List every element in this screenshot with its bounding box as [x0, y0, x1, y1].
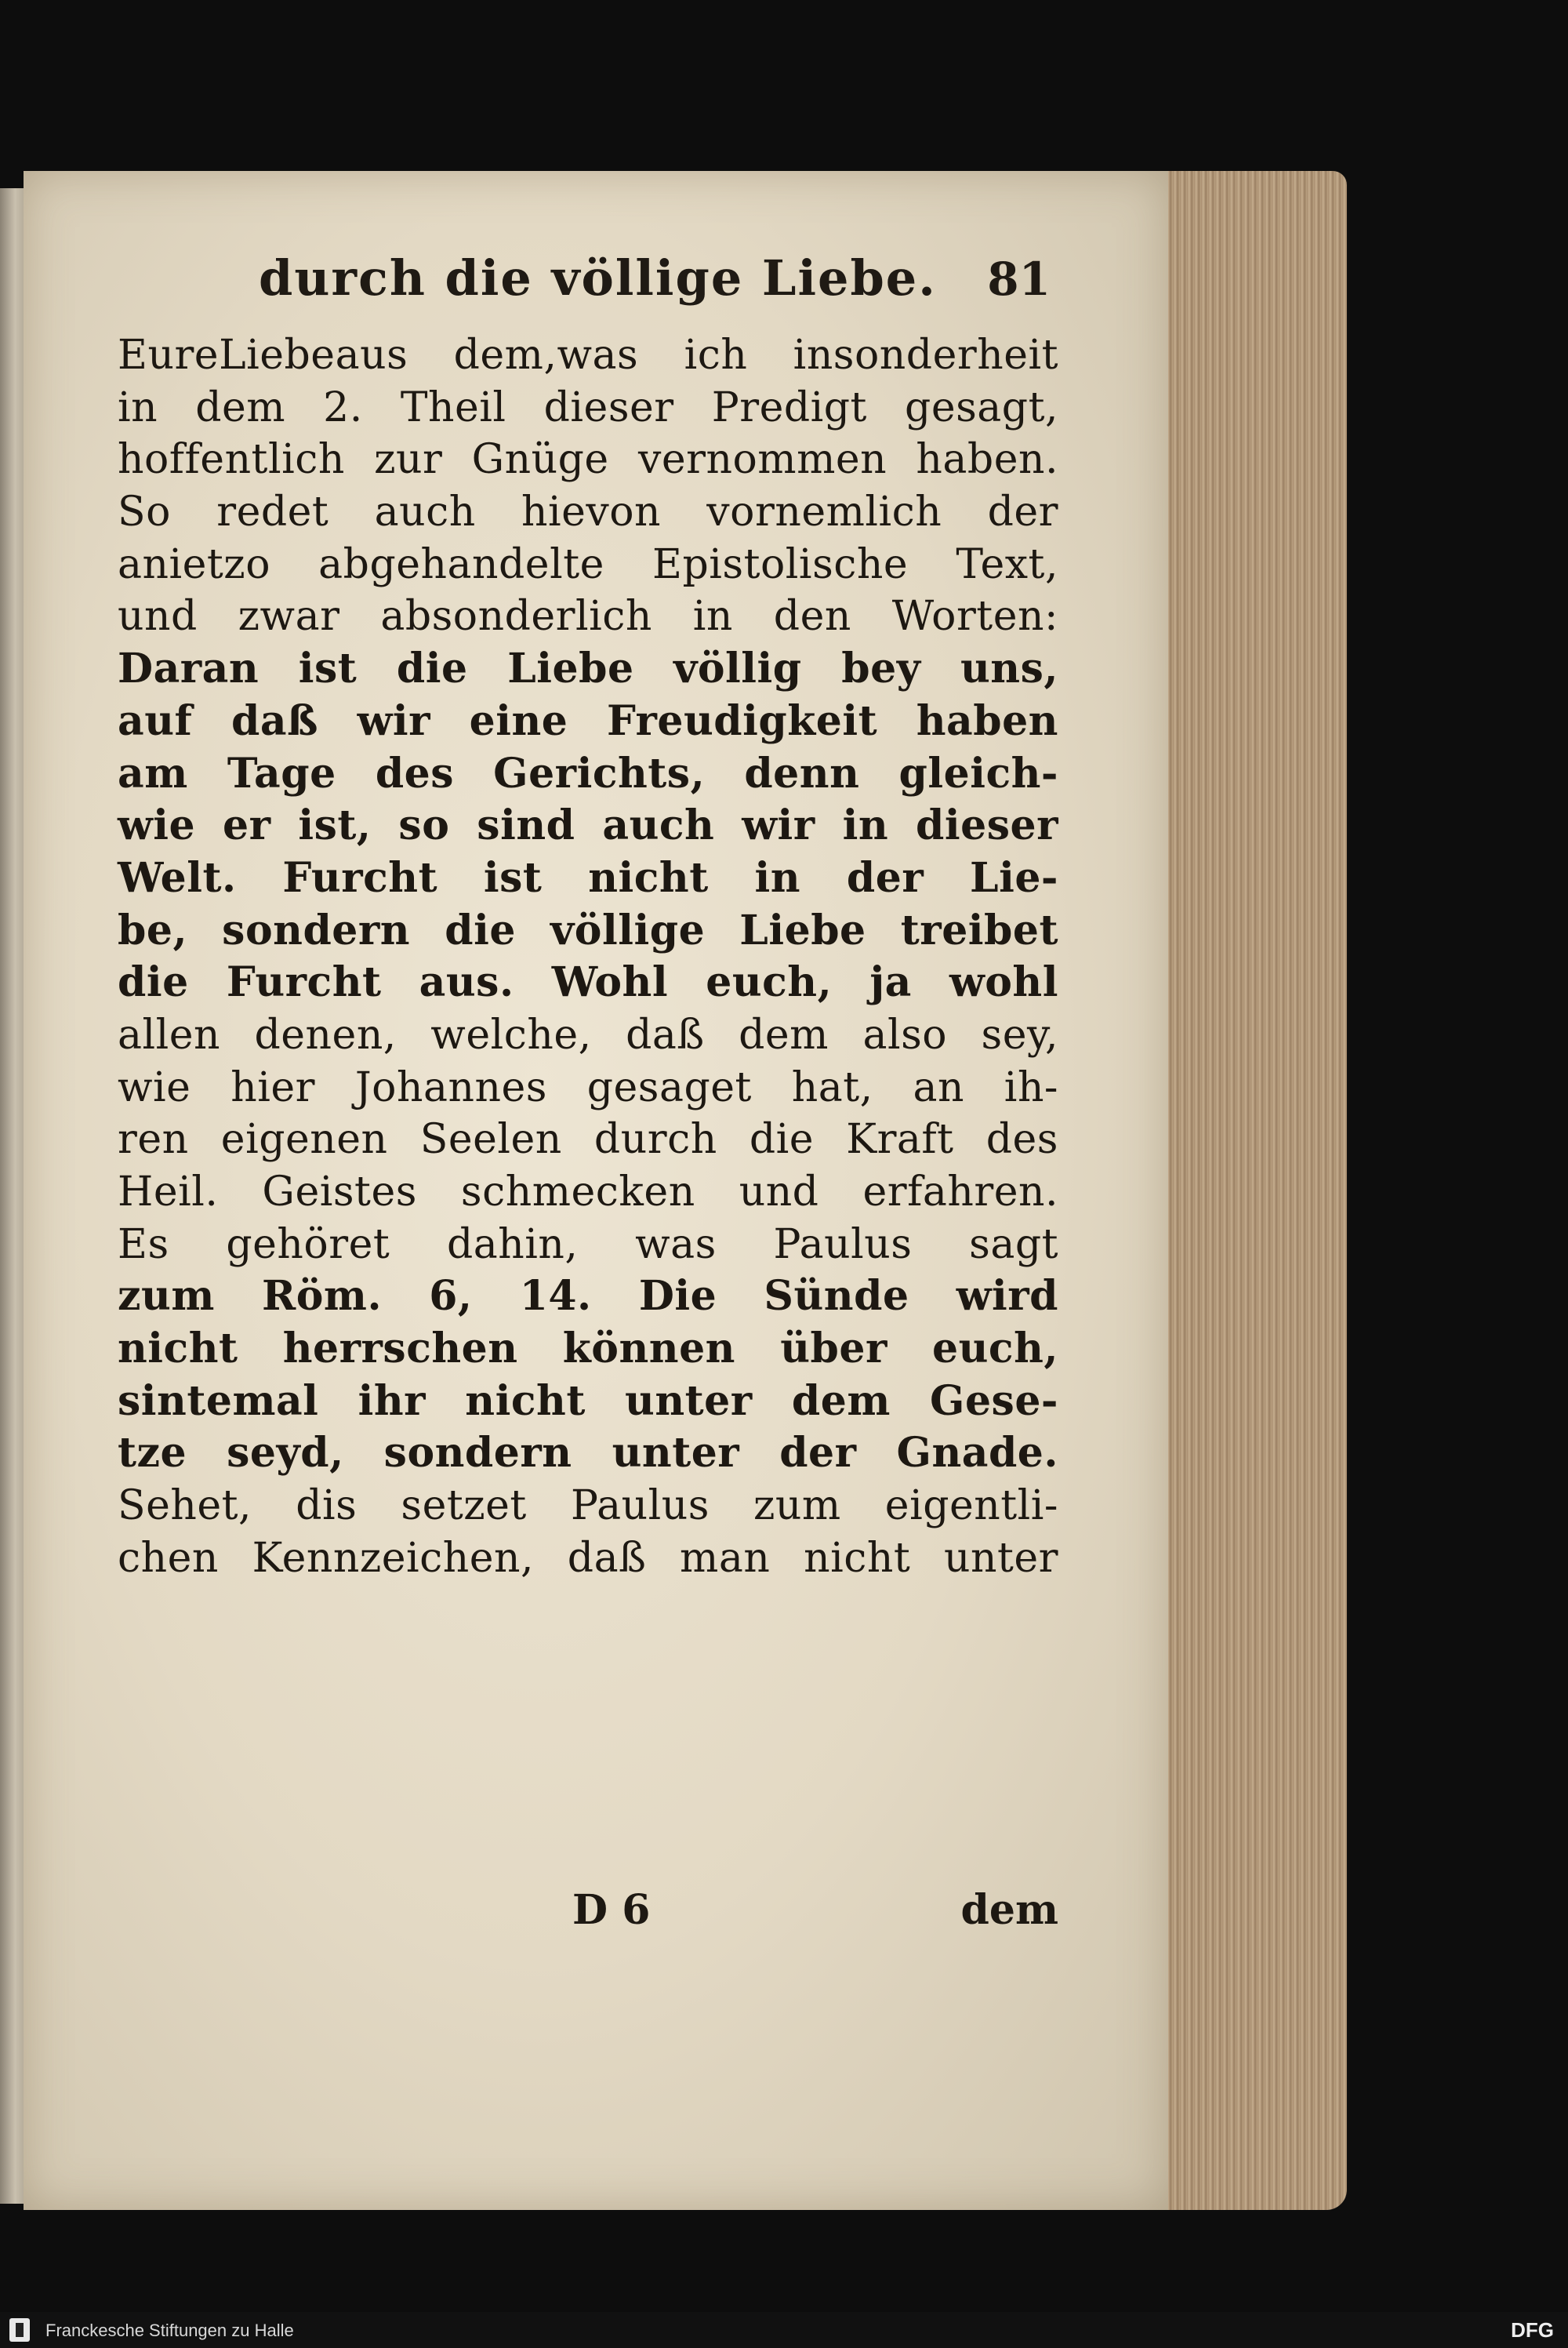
text-line: sintemal ihr nicht unter dem Gese- [118, 1376, 1058, 1425]
text-line: Heil. Geistes schmecken und erfahren. [118, 1169, 1058, 1216]
text-line: chen Kennzeichen, daß man nicht unter [118, 1534, 1058, 1582]
institution-name[interactable]: Franckesche Stiftungen zu Halle [45, 2321, 294, 2340]
text-line: wie hier Johannes gesaget hat, an ih- [118, 1063, 1058, 1111]
viewer-footer-bar [0, 2312, 1568, 2348]
running-head-title: durch die völlige Liebe. [259, 249, 937, 307]
body-text [118, 329, 1058, 1585]
text-line: und zwar absonderlich in den Worten: [118, 593, 1058, 641]
dfg-logo: DFG [1511, 2318, 1554, 2342]
text-line: So redet auch hievon vornemlich der [118, 489, 1058, 536]
text-line: allen denen, welche, daß dem also sey, [118, 1011, 1058, 1059]
text-line: anietzo abgehandelte Epistolische Text, [118, 540, 1058, 588]
page-number: 81 [987, 253, 1051, 306]
text-line: tze seyd, sondern unter der Gnade. [118, 1429, 1058, 1477]
catchword: dem [960, 1886, 1058, 1934]
text-line: EureLiebeaus dem,was ich insonderheit [118, 332, 1058, 379]
text-line: am Tage des Gerichts, denn gleich- [118, 749, 1058, 798]
text-line: nicht herrschen können über euch, [118, 1325, 1058, 1373]
text-line: hoffentlich zur Gnüge vernommen haben. [118, 436, 1058, 484]
institution-logo-icon [9, 2318, 30, 2342]
text-line: die Furcht aus. Wohl euch, ja wohl [118, 958, 1058, 1007]
text-line: Daran ist die Liebe völlig bey uns, [118, 645, 1058, 693]
page-footer [118, 1886, 1058, 1933]
text-line: auf daß wir eine Freudigkeit haben [118, 696, 1058, 745]
text-line: Sehet, dis setzet Paulus zum eigentli- [118, 1482, 1058, 1530]
text-line: in dem 2. Theil dieser Predigt gesagt, [118, 383, 1058, 431]
text-line: wie er ist, so sind auch wir in dieser [118, 801, 1058, 850]
signature-mark: D 6 [572, 1886, 651, 1934]
running-head [259, 249, 1051, 307]
text-line: Es gehöret dahin, was Paulus sagt [118, 1220, 1058, 1268]
left-page-edge [0, 188, 27, 2204]
page-fore-edge [1156, 171, 1347, 2210]
text-line: Welt. Furcht ist nicht in der Lie- [118, 853, 1058, 902]
text-line: zum Röm. 6, 14. Die Sünde wird [118, 1272, 1058, 1321]
text-line: be, sondern die völlige Liebe treibet [118, 906, 1058, 954]
text-line: ren eigenen Seelen durch die Kraft des [118, 1116, 1058, 1164]
